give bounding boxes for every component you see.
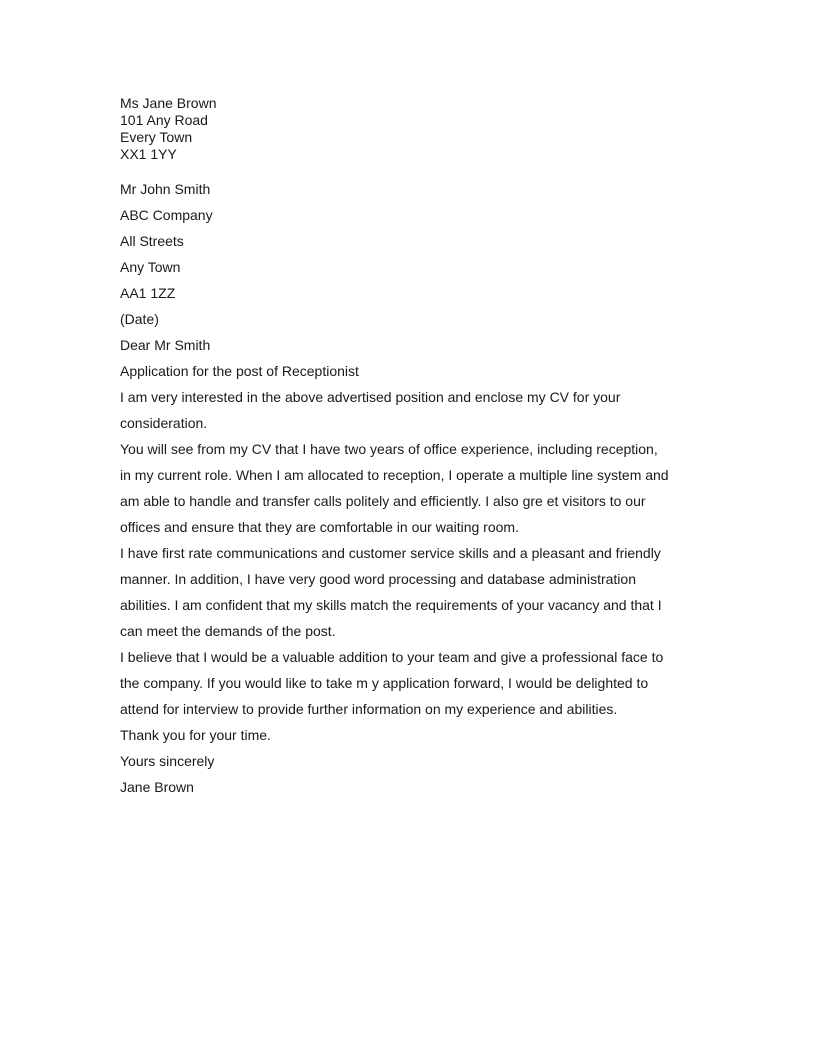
- closing-line: Yours sincerely: [120, 753, 215, 769]
- paragraph-line: abilities. I am confident that my skills match the requirements of your vacancy and that I: [120, 597, 662, 613]
- recipient-street: All Streets: [120, 233, 184, 249]
- paragraph-experience: [120, 436, 720, 540]
- subject-line: Application for the post of Receptionist: [120, 363, 359, 379]
- paragraph-line: I am very interested in the above advertised position and enclose my CV for your: [120, 389, 621, 405]
- sender-postcode: XX1 1YY: [120, 146, 177, 162]
- recipient-name: Mr John Smith: [120, 181, 211, 197]
- paragraph-line: I have first rate communications and customer service skills and a pleasant and friendly: [120, 545, 661, 561]
- sender-name: Ms Jane Brown: [120, 95, 217, 111]
- paragraph-line: attend for interview to provide further information on my experience and abilities.: [120, 701, 618, 717]
- signature: Jane Brown: [120, 779, 194, 795]
- recipient-company: ABC Company: [120, 207, 213, 223]
- paragraph-line: can meet the demands of the post.: [120, 623, 336, 639]
- thanks-line: Thank you for your time.: [120, 727, 271, 743]
- paragraph-interest: [120, 384, 720, 436]
- recipient-town: Any Town: [120, 259, 181, 275]
- sender-address-block: [120, 95, 216, 163]
- paragraph-line: in my current role. When I am allocated to reception, I operate a multiple line system and: [120, 467, 669, 483]
- paragraph-skills: [120, 540, 720, 644]
- paragraph-line: You will see from my CV that I have two years of office experience, including reception,: [120, 441, 658, 457]
- paragraph-line: I believe that I would be a valuable addition to your team and give a professional face to: [120, 649, 664, 665]
- paragraph-line: offices and ensure that they are comfortable in our waiting room.: [120, 519, 519, 535]
- letter-body: [120, 176, 720, 800]
- sender-address-line-1: 101 Any Road: [120, 112, 208, 128]
- paragraph-line: manner. In addition, I have very good word processing and database administration: [120, 571, 636, 587]
- recipient-postcode: AA1 1ZZ: [120, 285, 176, 301]
- letter-date: (Date): [120, 311, 159, 327]
- paragraph-line: consideration.: [120, 415, 208, 431]
- salutation: Dear Mr Smith: [120, 337, 211, 353]
- paragraph-line: the company. If you would like to take m y application forward, I would be delighted to: [120, 675, 649, 691]
- paragraph-line: am able to handle and transfer calls politely and efficiently. I also gre et visitors to our: [120, 493, 646, 509]
- sender-address-line-2: Every Town: [120, 129, 193, 145]
- paragraph-closing: [120, 644, 720, 722]
